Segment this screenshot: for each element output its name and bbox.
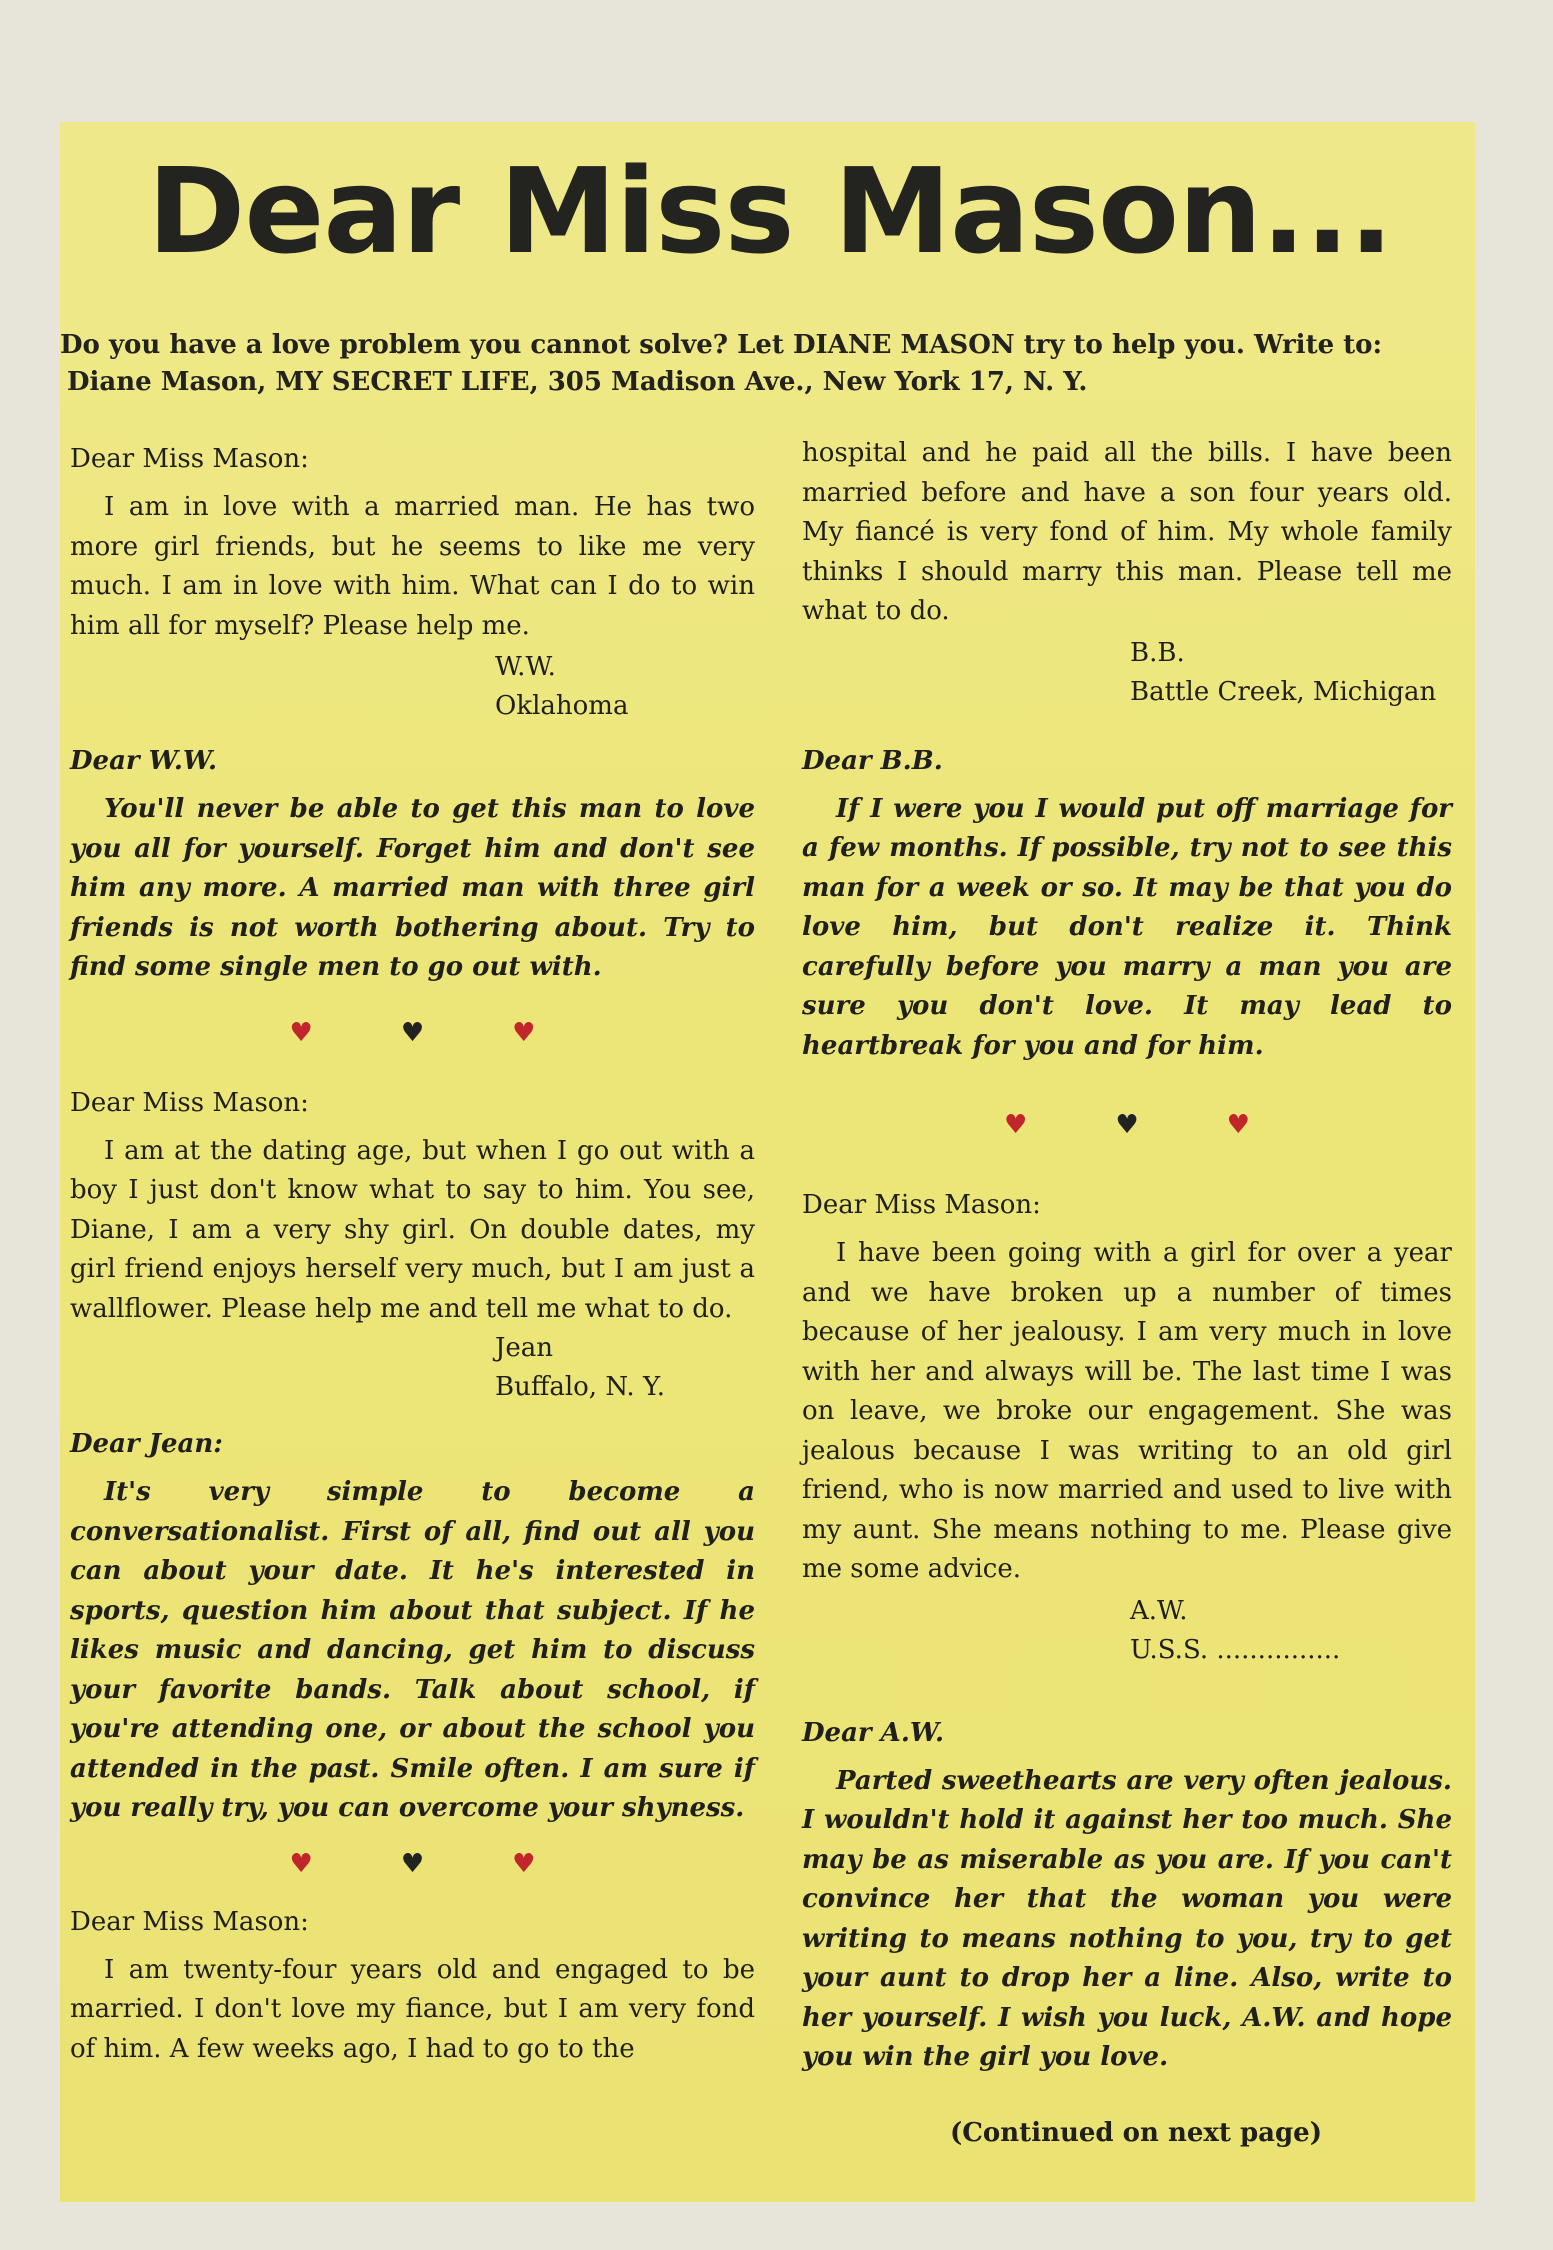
letter-body: I am twenty-four years old and engaged to be married. I don't love my fiance, but I am very fond of him. A few weeks ago, I had to go to the	[70, 1954, 755, 2064]
heart-icon: ♥	[1004, 1110, 1028, 1140]
right-column	[802, 434, 1452, 2148]
heart-icon: ♥	[289, 1017, 313, 1048]
heart-icon: ♥	[512, 1848, 536, 1879]
letter-body-continued: hospital and he paid all the bills. I have been married before and have a son four years old. My fiancé is very fond of him. My whole family thinks I should marry this man. Please tell me what to do.	[802, 438, 1452, 626]
letter-signature	[802, 1592, 1452, 1670]
heart-divider	[70, 1018, 755, 1048]
intro-line-1: Do you have a love problem you cannot solve? Let DIANE MASON try to help you. Write to:	[60, 330, 1383, 360]
letter-body: I am at the dating age, but when I go out with a boy I just don't know what to say to him. You see, Diane, I am a very shy girl. On double dates, my girl friend enjoys herself very much, but I am just a wallflower. Please help me and tell me what to do.	[70, 1135, 755, 1324]
signature-location: Buffalo, N. Y.	[495, 1372, 666, 1402]
reply-body: Parted sweethearts are very often jealous. I wouldn't hold it against her too much. She may be as miserable as you are. If you can't convince her that the woman you were writing to means nothing to you, try to get your aunt to drop her a line. Also, write to her yourself. I wish you luck, A.W. and hope you win the girl you love.	[802, 1765, 1452, 2072]
heart-icon: ♥	[289, 1848, 313, 1879]
reply-salutation: Dear B.B.	[802, 745, 943, 776]
letter-signature	[70, 1329, 755, 1407]
intro-text	[60, 327, 1480, 401]
heart-icon: ♥	[512, 1017, 536, 1048]
heart-icon: ♥	[400, 1848, 425, 1879]
heart-divider	[70, 1849, 755, 1879]
left-column	[70, 440, 755, 2069]
signature-location: U.S.S. ...............	[1130, 1634, 1341, 1665]
heart-icon: ♥	[1115, 1110, 1139, 1140]
signature-initials: A.W.	[1130, 1595, 1188, 1626]
reply-salutation: Dear Jean:	[70, 1429, 223, 1459]
signature-initials: B.B.	[1130, 637, 1185, 668]
page-title: Dear Miss Mason...	[147, 142, 1393, 280]
letter-signature	[70, 648, 755, 726]
reply-body: It's very simple to become a conversationalist. First of all, find out all you can about your date. It he's interested in sports, question him about that subject. If he likes music and dancing, get him to discuss your favorite bands. Talk about school, if you're attending one, or about the school you attended in the past. Smile often. I am sure if you really try, you can overcome your shyness.	[70, 1477, 755, 1823]
signature-location: Battle Creek, Michigan	[1130, 676, 1437, 707]
letter-body: I am in love with a married man. He has two more girl friends, but he seems to like me very much. I am in love with him. What can I do to win him all for myself? Please help me.	[70, 492, 755, 641]
signature-location: Oklahoma	[495, 691, 629, 721]
signature-initials: Jean	[495, 1333, 554, 1363]
letter-signature	[802, 634, 1452, 712]
reply-salutation: Dear A.W.	[802, 1717, 945, 1748]
intro-line-2: Diane Mason, MY SECRET LIFE, 305 Madison Ave., New York 17, N. Y.	[67, 367, 1088, 397]
heart-icon: ♥	[1226, 1110, 1250, 1140]
advice-column-page	[60, 122, 1475, 2202]
letter-salutation: Dear Miss Mason:	[70, 1906, 309, 1937]
heart-icon: ♥	[400, 1017, 425, 1048]
letter-salutation: Dear Miss Mason:	[70, 1087, 309, 1118]
letter-salutation: Dear Miss Mason:	[70, 444, 309, 474]
heart-divider	[802, 1110, 1452, 1140]
letter-salutation: Dear Miss Mason:	[802, 1190, 1041, 1220]
letter-body: I have been going with a girl for over a year and we have broken up a number of times because of her jealousy. I am very much in love with her and always will be. The last time I was on leave, we broke our engagement. She was jealous because I was writing to an old girl friend, who is now married and used to live with my aunt. She means nothing to me. Please give me some advice.	[802, 1238, 1452, 1584]
reply-body: If I were you I would put off marriage for a few months. If possible, try not to see this man for a week or so. It may be that you do love him, but don't realize it. Think carefully before you marry a man you are sure you don't love. It may lead to heartbreak for you and for him.	[802, 793, 1452, 1061]
reply-body: You'll never be able to get this man to love you all for yourself. Forget him and don't see him any more. A married man with three girl friends is not worth bothering about. Try to find some single men to go out with.	[70, 794, 755, 982]
signature-initials: W.W.	[495, 652, 556, 682]
reply-salutation: Dear W.W.	[70, 746, 218, 776]
continued-note: (Continued on next page)	[949, 2117, 1322, 2148]
